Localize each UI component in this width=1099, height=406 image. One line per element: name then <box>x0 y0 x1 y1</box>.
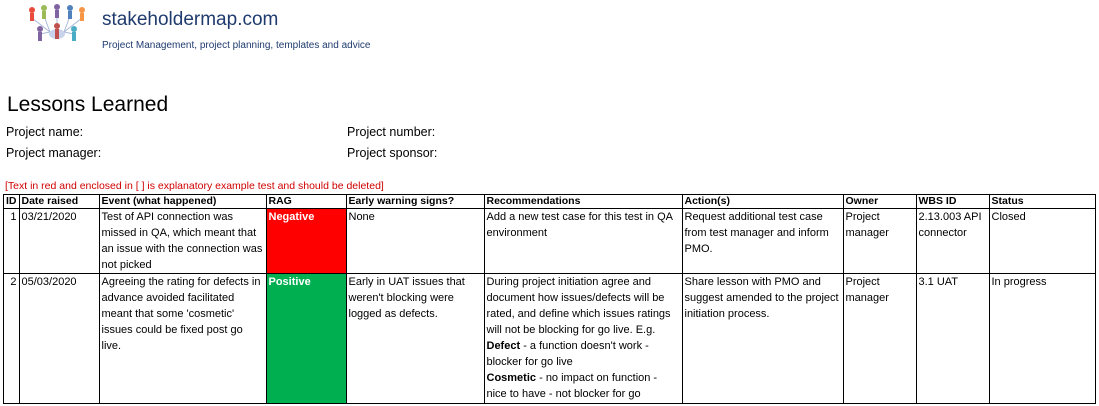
project-number-label: Project number: <box>347 125 436 139</box>
cell-owner: Project manager <box>843 274 916 404</box>
col-header-warning: Early warning signs? <box>346 195 484 209</box>
table-header-row <box>4 195 1096 209</box>
cell-rag-positive: Positive <box>266 274 346 404</box>
site-brand[interactable]: stakeholdermap.com <box>102 9 279 30</box>
table-row <box>4 274 1096 404</box>
cell-id: 1 <box>4 209 20 274</box>
cell-date: 03/21/2020 <box>19 209 99 274</box>
cell-action: Request additional test case from test manager and inform PMO. <box>682 209 843 274</box>
cell-recommendation: Add a new test case for this test in QA environment <box>484 209 682 274</box>
col-header-id: ID <box>4 195 20 209</box>
cell-rag-negative: Negative <box>266 209 346 274</box>
recommendation-text: During project initiation agree and document how issues/defects will be rated, and define which issues ratings will not be blocking for go live. E.g. <box>486 276 671 336</box>
cell-event: Agreeing the rating for defects in advance avoided facilitated meant that some 'cosmetic' issues could be fixed post go live. <box>99 274 266 404</box>
col-header-owner: Owner <box>843 195 916 209</box>
cell-recommendation <box>484 274 682 404</box>
col-header-wbs: WBS ID <box>916 195 989 209</box>
project-manager-label: Project manager: <box>6 146 102 160</box>
project-sponsor-label: Project sponsor: <box>347 146 438 160</box>
cell-date: 05/03/2020 <box>19 274 99 404</box>
lessons-table <box>3 194 1096 404</box>
col-header-date: Date raised <box>19 195 99 209</box>
col-header-rag: RAG <box>266 195 346 209</box>
cell-warning: Early in UAT issues that weren't blocking were logged as defects. <box>346 274 484 404</box>
stakeholder-logo <box>20 4 94 46</box>
col-header-event: Event (what happened) <box>99 195 266 209</box>
cell-warning: None <box>346 209 484 274</box>
cell-action: Share lesson with PMO and suggest amended to the project initiation process. <box>682 274 843 404</box>
defect-text: - a function doesn't work - blocker for go live <box>486 340 649 368</box>
cell-status: Closed <box>989 209 1095 274</box>
col-header-recommendations: Recommendations <box>484 195 682 209</box>
cell-event: Test of API connection was missed in QA, which meant that an issue with the connection was not picked <box>99 209 266 274</box>
col-header-actions: Action(s) <box>682 195 843 209</box>
cell-owner: Project manager <box>843 209 916 274</box>
cell-wbs: 3.1 UAT <box>916 274 989 404</box>
site-tagline: Project Management, project planning, templates and advice <box>102 40 371 51</box>
cosmetic-term: Cosmetic <box>486 372 537 384</box>
explanatory-note: [Text in red and enclosed in [ ] is explanatory example test and should be deleted] <box>5 180 384 192</box>
page-title: Lessons Learned <box>7 93 169 116</box>
table-row <box>4 209 1096 274</box>
cosmetic-text: - no impact on function - nice to have - not blocker for go <box>486 372 658 400</box>
cell-wbs: 2.13.003 API connector <box>916 209 989 274</box>
col-header-status: Status <box>989 195 1095 209</box>
project-name-label: Project name: <box>6 125 84 139</box>
defect-term: Defect <box>486 340 521 352</box>
cell-id: 2 <box>4 274 20 404</box>
cell-status: In progress <box>989 274 1095 404</box>
